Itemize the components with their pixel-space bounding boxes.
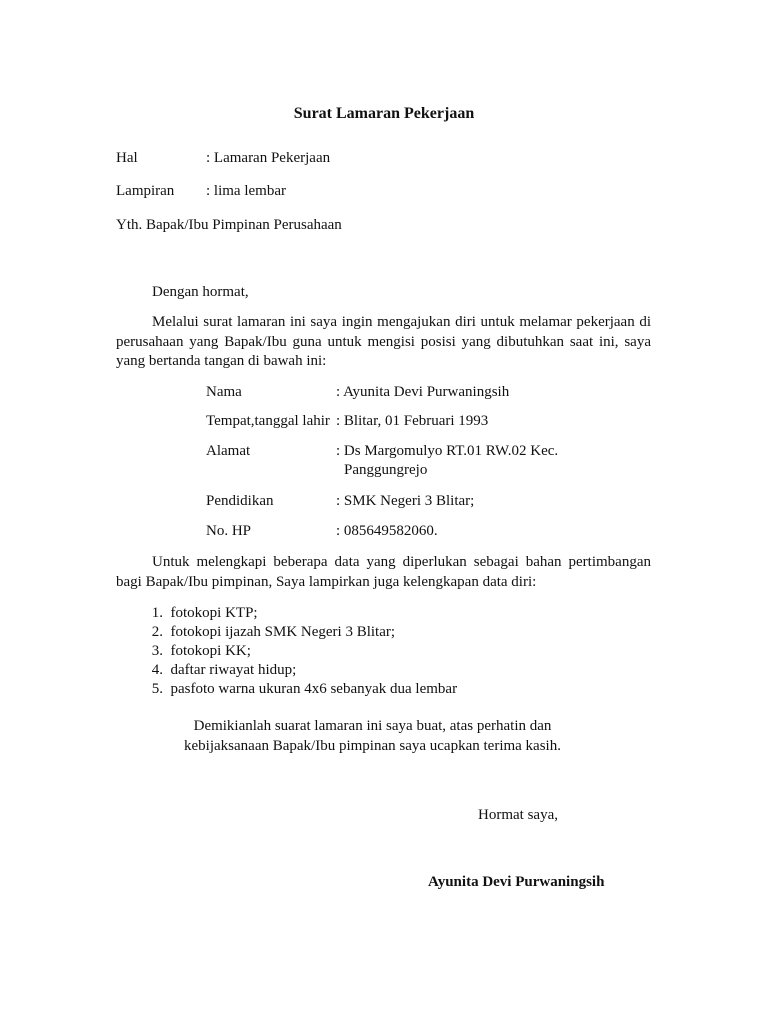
hp-label: No. HP <box>206 523 252 539</box>
list-text: pasfoto warna ukuran 4x6 sebanyak dua lembar <box>170 681 458 697</box>
ttl-label: Tempat,tanggal lahir <box>206 413 330 429</box>
intro-paragraph: Melalui surat lamaran ini saya ingin mengajukan diri untuk melamar pekerjaan di perusahaan yang Bapak/Ibu guna untuk mengisi posisi yang dibutuhkan saat ini, saya yang bertanda tangan di bawah ini: <box>116 314 651 369</box>
list-number: 4. <box>151 662 163 678</box>
hal-value: : Lamaran Pekerjaan <box>206 150 331 166</box>
ttl-value: : Blitar, 01 Februari 1993 <box>336 413 489 429</box>
signature-salutation: Hormat saya, <box>478 807 558 823</box>
attachments-list <box>116 604 457 699</box>
hp-value: : 085649582060. <box>336 523 438 539</box>
pendidikan-value: : SMK Negeri 3 Blitar; <box>336 493 475 509</box>
greeting: Dengan hormat, <box>152 284 249 300</box>
list-number: 5. <box>151 681 163 697</box>
list-item <box>116 680 457 699</box>
list-number: 1. <box>151 605 163 621</box>
list-number: 3. <box>151 643 163 659</box>
recipient: Yth. Bapak/Ibu Pimpinan Perusahaan <box>116 217 342 233</box>
list-item <box>116 604 457 623</box>
closing-paragraph: Demikianlah suarat lamaran ini saya buat, atas perhatin dan kebijaksanaan Bapak/Ibu pimpinan saya ucapkan terima kasih. <box>184 718 561 754</box>
alamat-value: : Ds Margomulyo RT.01 RW.02 Kec. Panggungrejo <box>336 443 559 478</box>
list-number: 2. <box>151 624 163 640</box>
nama-label: Nama <box>206 384 242 400</box>
lampiran-label: Lampiran <box>116 183 175 199</box>
attachments-intro: Untuk melengkapi beberapa data yang diperlukan sebagai bahan pertimbangan bagi Bapak/Ibu pimpinan, Saya lampirkan juga kelengkapan data diri: <box>116 554 651 590</box>
nama-value: : Ayunita Devi Purwaningsih <box>336 384 510 400</box>
list-text: fotokopi ijazah SMK Negeri 3 Blitar; <box>170 624 396 640</box>
list-item <box>116 642 457 661</box>
list-item <box>116 623 457 642</box>
list-item <box>116 661 457 680</box>
list-text: fotokopi KK; <box>170 643 251 659</box>
letter-title: Surat Lamaran Pekerjaan <box>293 105 475 122</box>
signature-name: Ayunita Devi Purwaningsih <box>428 874 605 890</box>
lampiran-value: : lima lembar <box>206 183 286 199</box>
hal-label: Hal <box>116 150 138 166</box>
list-text: daftar riwayat hidup; <box>170 662 297 678</box>
list-text: fotokopi KTP; <box>170 605 258 621</box>
alamat-label: Alamat <box>206 443 251 459</box>
pendidikan-label: Pendidikan <box>206 493 274 509</box>
